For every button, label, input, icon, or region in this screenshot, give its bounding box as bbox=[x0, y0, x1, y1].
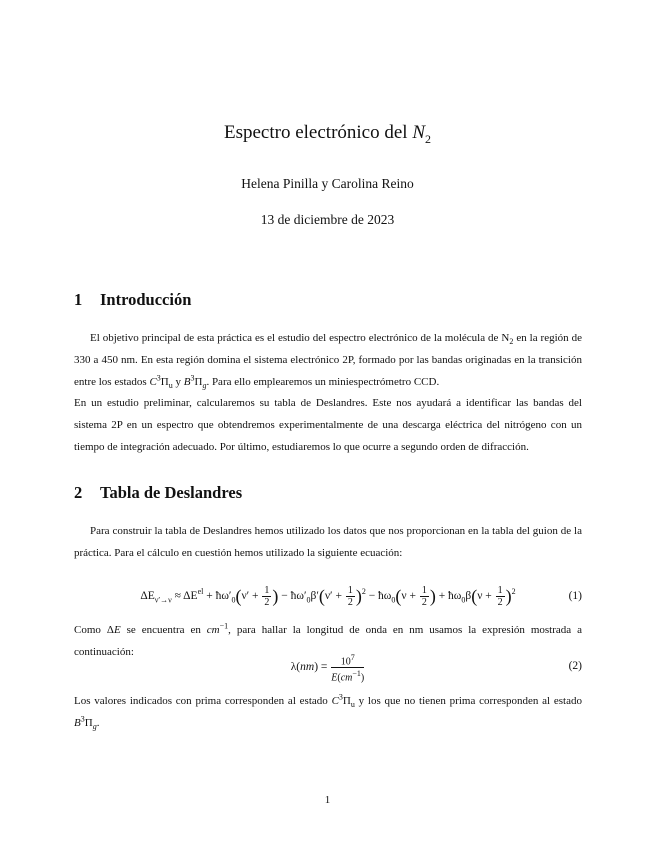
tabla-paragraph-3: Los valores indicados con prima corresponden al estado $C^3\Pi_u$ y los que no tienen prima corresponden al estado $B^3\Pi_g$. bbox=[74, 692, 582, 732]
equation-2: λ(nm) = $\frac{10^7}{E(cm^{-1})}$ (2) bbox=[290, 653, 582, 684]
tabla-paragraph-1: Para construir la tabla de Deslandres hemos utilizado los datos que nos proporcionan en la tabla del guion de la práctica. Para el cálculo en cuestión hemos utilizado la siguiente ecuación: bbox=[74, 525, 582, 559]
page-number: 1 bbox=[324, 794, 331, 806]
intro-paragraph-1: El objetivo principal de esta práctica es el estudio del espectro electrónico de la molécula de $N_2$ en la región de 330 a 450 nm. En esta región domina el sistema electrónico 2P, formado por las bandas originadas en la transición entre los estados $C^3\Pi_u$ y $B^3\Pi_g$. Para ello emplearemos un miniespectrómetro CCD. bbox=[74, 332, 583, 391]
intro-paragraph-2: En un estudio preliminar, calcularemos su tabla de Deslandres. Este nos ayudará a identificar las bandas del sistema 2P en un espectro que obtendremos experimentalmente de una descarga eléctrica del nitrógeno con un tiempo de integración adecuado. Por último, estudiaremos lo que ocurre a segundo orden de difracción. bbox=[74, 397, 582, 453]
equation-1: $\Delta E_{\nu'\to\nu} \approx \Delta E^{el}$ + $ħ\omega'_0(\nu'$ + $\frac{1}{2}$ ) − $ħ\omega'_0\beta'(\nu'$ + $\frac{1}{2}$ )$^2 - ħ\omega_0(\nu$ + $\frac{1}{2}$ ) + $ħ\omega_0\beta(\nu$ + $\frac{1}{2}$ )$^2$ (1) bbox=[140, 585, 582, 608]
section-heading-introduccion: 1 Introducción bbox=[74, 290, 192, 309]
equation-1-number: (1) bbox=[568, 590, 582, 602]
date: 13 de diciembre de 2023 bbox=[260, 212, 395, 227]
authors: Helena Pinilla y Carolina Reino bbox=[241, 176, 414, 191]
equation-2-number: (2) bbox=[568, 660, 582, 672]
tabla-paragraph-2: Como ΔE se encuentra en $cm^{-1}$, para hallar la longitud de onda en nm usamos la expresión mostrada a continuación: bbox=[74, 621, 582, 658]
document-title: Espectro electrónico del $N_2$ bbox=[223, 122, 432, 146]
section-heading-tabla: 2 Tabla de Deslandres bbox=[74, 483, 243, 502]
